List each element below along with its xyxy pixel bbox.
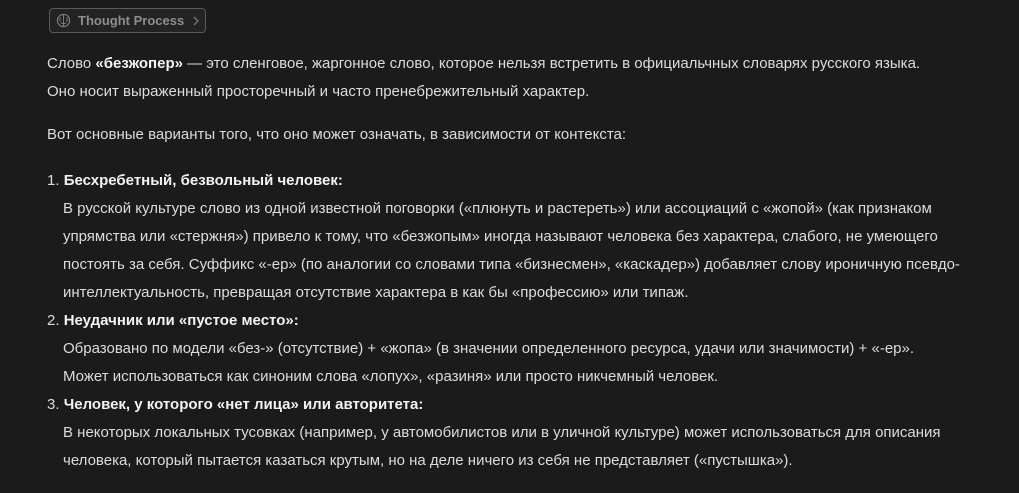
body-line: человека, который пытается казаться крутым, но на деле ничего из себя не представляет («пустышка»). [63,452,793,469]
intro-paragraph [47,50,1007,106]
body-line: В некоторых локальных тусовках (например, у автомобилистов или в уличной культуре) может использоваться для описания [63,424,941,441]
body-line: упрямства или «стержня») привело к тому, что «безжопым» иногда называют человека без характера, слабого, не умеющего [63,228,938,245]
list-item [47,167,1007,307]
list-item-body [47,335,1007,391]
intro-line1-rest: — это сленговое, жаргонное слово, которое нельзя встретить в официальчных словарях русского языка. [182,55,921,72]
body-line: Может использоваться как синоним слова «лопух», «разиня» или просто никчемный человек. [63,368,719,385]
list-item-body [47,419,1007,475]
chevron-right-icon [189,16,203,26]
variants-intro: Вот основные варианты того, что оно может означать, в зависимости от контекста: [47,126,627,143]
body-line: интеллектуальность, превращая отсутствие характера в как бы «профессию» или типаж. [63,284,689,301]
thought-process-label: Thought Process [78,13,185,28]
list-item-number: 3. [47,396,60,413]
list-item-number: 1. [47,172,60,189]
brain-icon [56,13,71,28]
list-item-title [47,167,1007,195]
body-line: постоять за себя. Суффикс «-ер» (по аналогии со словами типа «бизнесмен», «каскадер») добавляет слову ироничную псевдо- [63,256,960,273]
list-item [47,307,1007,391]
list-item-title [47,391,1007,419]
list-item-title-text: Неудачник или «пустое место»: [63,312,299,329]
body-line: Образовано по модели «без-» (отсутствие) + «жопа» (в значении определенного ресурса, удачи или значимости) + «-ер». [63,340,915,357]
list-item [47,391,1007,475]
list-item-title [47,307,1007,335]
list-item-title-text: Бесхребетный, безвольный человек: [63,172,343,189]
list-item-title-text: Человек, у которого «нет лица» или авторитета: [63,396,424,413]
intro-prefix: Слово [47,55,96,72]
thought-process-button[interactable] [49,8,206,33]
variants-list [47,167,1007,475]
body-line: В русской культуре слово из одной известной поговорки («плюнуть и растереть») или ассоциаций с «жопой» (как признаком [63,200,932,217]
intro-term: «безжопер» [95,55,183,72]
intro-line2: Оно носит выраженный просторечный и часто пренебрежительный характер. [47,83,590,100]
list-item-number: 2. [47,312,60,329]
list-item-body [47,195,1007,307]
